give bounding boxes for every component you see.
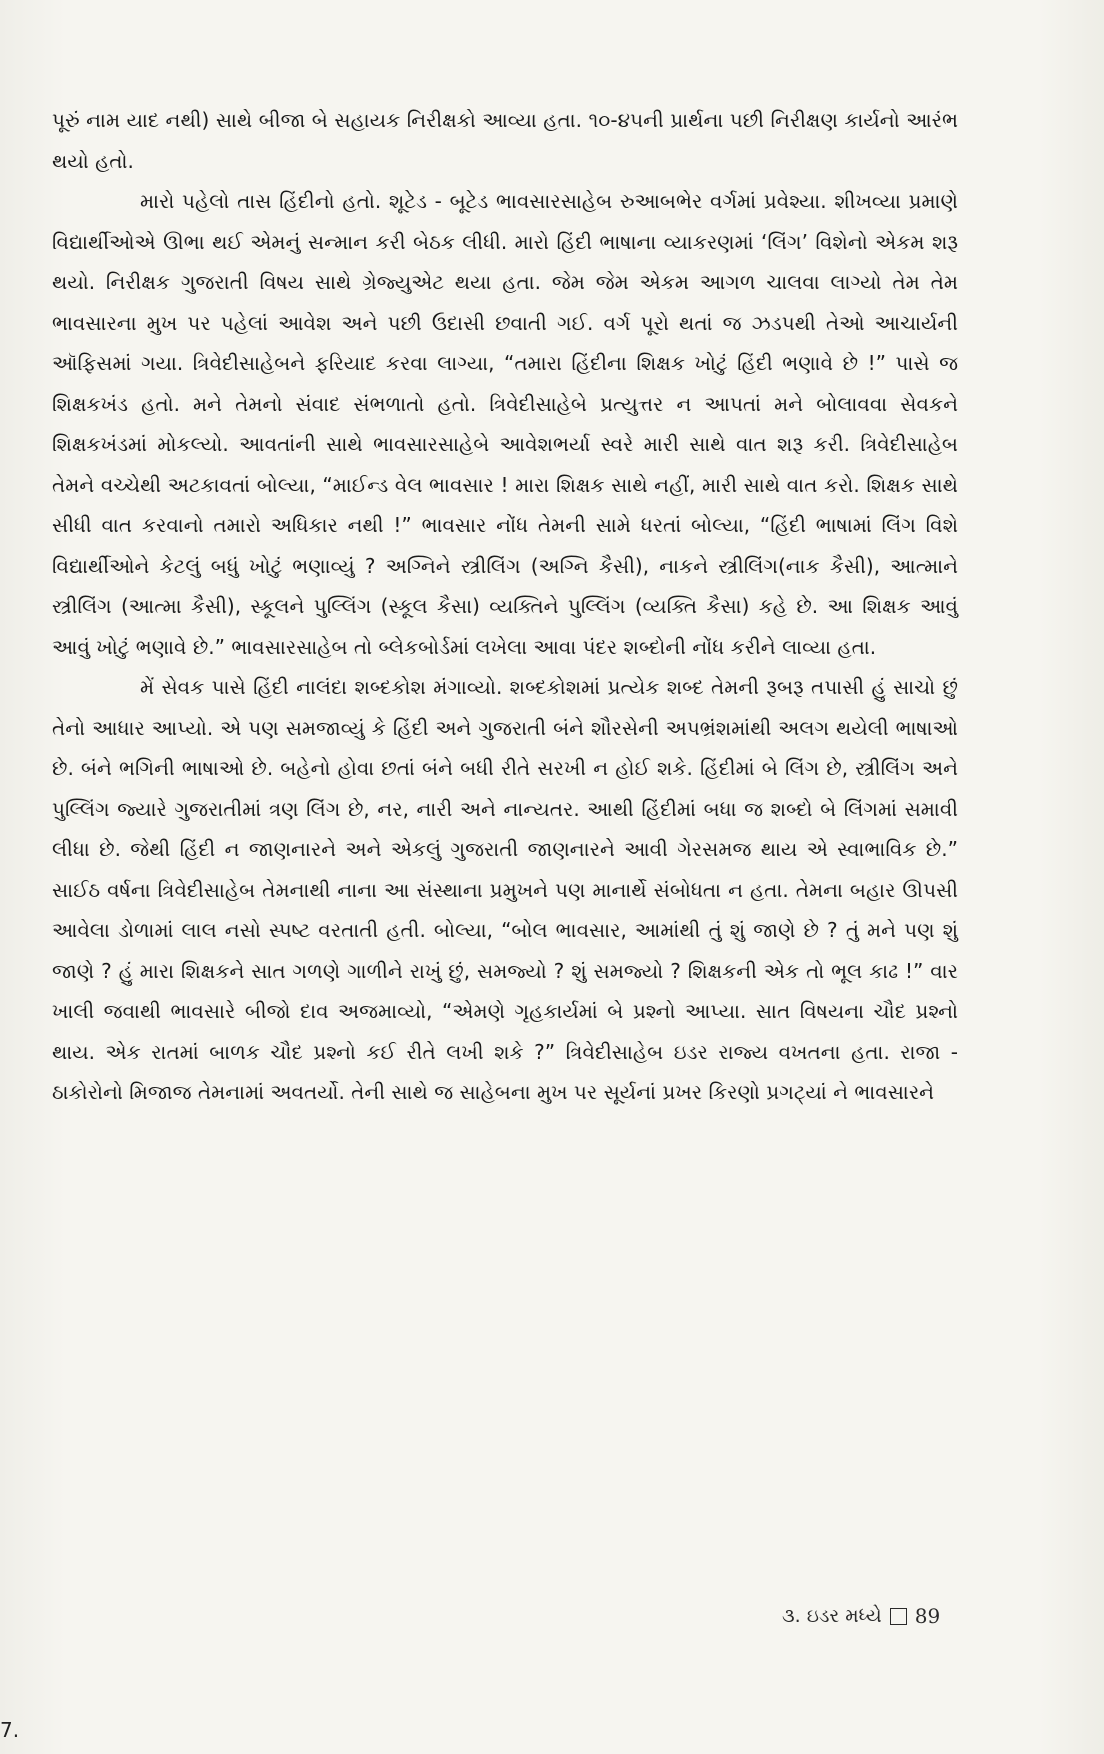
paragraph: મારો પહેલો તાસ હિંદીનો હતો. શૂટેડ - બૂટેડ ભાવસારસાહેબ રુઆબભેર વર્ગમાં પ્રવેશ્યા. શીખવ્યા પ્રમાણે વિદ્યાર્થીઓએ ઊભા થઈ એમનું સન્માન કરી બેઠક લીધી. મારો હિંદી ભાષાના વ્યાકરણમાં ‘લિંગ’ વિશેનો એકમ શરૂ થયો. નિરીક્ષક ગુજરાતી વિષય સાથે ગ્રેજ્યુએટ થયા હતા. જેમ જેમ એકમ આગળ ચાલવા લાગ્યો તેમ તેમ ભાવસારના મુખ પર પહેલાં આવેશ અને પછી ઉદાસી છવાતી ગઈ. વર્ગ પૂરો થતાં જ ઝડપથી તેઓ આચાર્યની ઑફિસમાં ગયા. ત્રિવેદીસાહેબને ફરિયાદ કરવા લાગ્યા, “તમારા હિંદીના શિક્ષક ખોટું હિંદી ભણાવે છે !” પાસે જ શિક્ષકખંડ હતો. મને તેમનો સંવાદ સંભળાતો હતો. ત્રિવેદીસાહેબે પ્રત્યુત્તર ન આપતાં મને બોલાવવા સેવકને શિક્ષકખંડમાં મોકલ્યો. આવતાંની સાથે ભાવસારસાહેબે આવેશભર્યા સ્વરે મારી સાથે વાત શરૂ કરી. ત્રિવેદીસાહેબ તેમને વચ્ચેથી અટકાવતાં બોલ્યા, “માઈન્ડ વેલ ભાવસાર ! મારા શિક્ષક સાથે નહીં, મારી સાથે વાત કરો. શિક્ષક સાથે સીધી વાત કરવાનો તમારો અધિકાર નથી !” ભાવસાર નોંધ તેમની સામે ધરતાં બોલ્યા, “હિંદી ભાષામાં લિંગ વિશે વિદ્યાર્થીઓને કેટલું બધું ખોટું ભણાવ્યું ? અગ્નિને સ્ત્રીલિંગ (અગ્નિ કૈસી), નાકને સ્ત્રીલિંગ(નાક કૈસી), આત્માને સ્ત્રીલિંગ (આત્મા કૈસી), સ્કૂલને પુલ્લિંગ (સ્કૂલ કૈસા) વ્યક્તિને પુલ્લિંગ (વ્યક્તિ કૈસા) કહે છે. આ શિક્ષક આવું આવું ખોટું ભણાવે છે.” ભાવસારસાહેબ તો બ્લેકબોર્ડમાં લખેલા આવા પંદર શબ્દોની નોંધ કરીને લાવ્યા હતા. (52, 189, 958, 659)
paragraph: પૂરું નામ યાદ નથી) સાથે બીજા બે સહાયક નિરીક્ષકો આવ્યા હતા. ૧૦-૪૫ની પ્રાર્થના પછી નિરીક્ષણ કાર્યનો આરંભ થયો હતો. (52, 108, 958, 173)
chapter-title: ૩. ઇડર મધ્યે (782, 1605, 882, 1627)
page-footer (782, 1604, 940, 1628)
body-text (52, 100, 958, 1113)
page-number: 89 (914, 1604, 941, 1628)
square-box-icon (890, 1608, 907, 1625)
edge-mark: 7. (0, 1718, 20, 1742)
paragraph: મેં સેવક પાસે હિંદી નાલંદા શબ્દકોશ મંગાવ્યો. શબ્દકોશમાં પ્રત્યેક શબ્દ તેમની રૂબરૂ તપાસી હું સાચો છું તેનો આધાર આપ્યો. એ પણ સમજાવ્યું કે હિંદી અને ગુજરાતી બંને શૌરસેની અપભ્રંશમાંથી અલગ થયેલી ભાષાઓ છે. બંને ભગિની ભાષાઓ છે. બહેનો હોવા છતાં બંને બધી રીતે સરખી ન હોઈ શકે. હિંદીમાં બે લિંગ છે, સ્ત્રીલિંગ અને પુલ્લિંગ જ્યારે ગુજરાતીમાં ત્રણ લિંગ છે, નર, નારી અને નાન્યતર. આથી હિંદીમાં બધા જ શબ્દો બે લિંગમાં સમાવી લીધા છે. જેથી હિંદી ન જાણનારને અને એકલું ગુજરાતી જાણનારને આવી ગેરસમજ થાય એ સ્વાભાવિક છે.” સાઈઠ વર્ષના ત્રિવેદીસાહેબ તેમનાથી નાના આ સંસ્થાના પ્રમુખને પણ માનાર્થે સંબોધતા ન હતા. તેમના બહાર ઊપસી આવેલા ડોળામાં લાલ નસો સ્પષ્ટ વરતાતી હતી. બોલ્યા, “બોલ ભાવસાર, આમાંથી તું શું જાણે છે ? તું મને પણ શું જાણે ? હું મારા શિક્ષકને સાત ગળણે ગાળીને રાખું છું, સમજ્યો ? શું સમજ્યો ? શિક્ષકની એક તો ભૂલ કાઢ !” વાર ખાલી જવાથી ભાવસારે બીજો દાવ અજમાવ્યો, “એમણે ગૃહકાર્યમાં બે પ્રશ્નો આપ્યા. સાત વિષયના ચૌદ પ્રશ્નો થાય. એક રાતમાં બાળક ચૌદ પ્રશ્નો કઈ રીતે લખી શકે ?” ત્રિવેદીસાહેબ ઇડર રાજ્ય વખતના હતા. રાજા - ઠાકોરોનો મિજાજ તેમનામાં અવતર્યો. તેની સાથે જ સાહેબના મુખ પર સૂર્યનાં પ્રખર કિરણો પ્રગટ્યાં ને ભાવસારને (52, 675, 958, 1104)
